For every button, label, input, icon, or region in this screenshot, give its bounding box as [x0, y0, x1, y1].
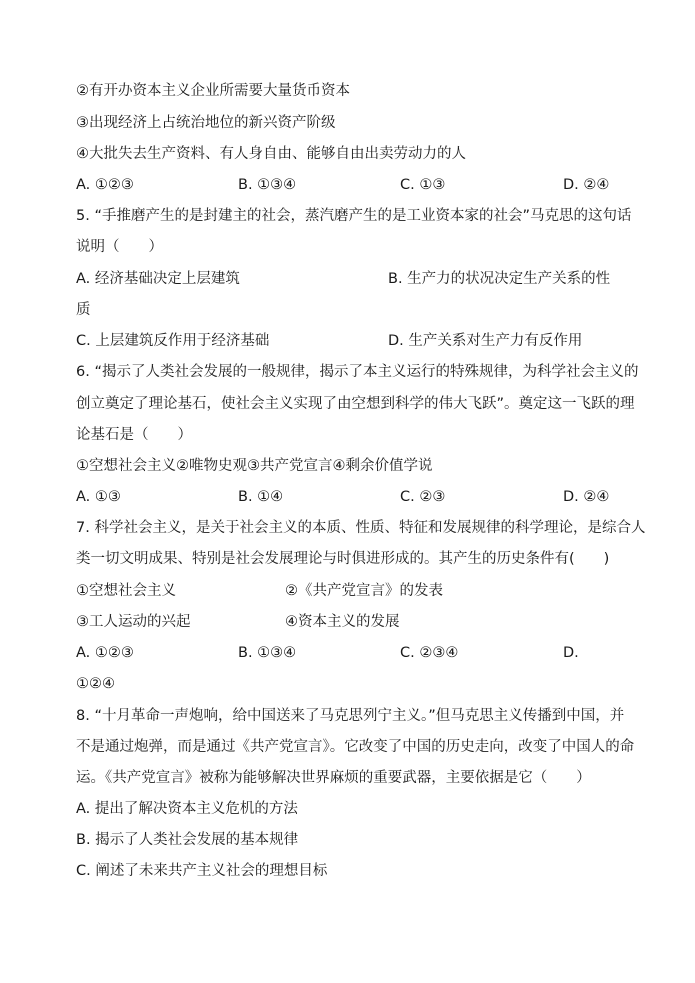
- q5-option-b-wrap: 质: [76, 302, 91, 318]
- q7-statement-1: ①空想社会主义: [76, 583, 176, 599]
- q6-option-d: D. ②④: [563, 489, 610, 505]
- q4-statement-4: ④大批失去生产资料、有人身自由、能够自由出卖劳动力的人: [76, 146, 466, 162]
- q8-stem-line-1: 8. “十月革命一声炮响，给中国送来了马克思列宁主义。”但马克思主义传播到中国，并: [76, 708, 625, 724]
- q6-option-a: A. ①③: [76, 489, 121, 505]
- q6-option-c: C. ②③: [400, 489, 446, 505]
- q4-option-d: D. ②④: [563, 177, 610, 193]
- q5-stem-line-2: 说明（ ）: [76, 239, 163, 255]
- q4-statement-2: ②有开办资本主义企业所需要大量货币资本: [76, 83, 350, 99]
- q6-option-b: B. ①④: [238, 489, 284, 505]
- q7-stem-line-1: 7. 科学社会主义，是关于社会主义的本质、性质、特征和发展规律的科学理论，是综合人: [76, 520, 646, 536]
- q4-option-b: B. ①③④: [238, 177, 297, 193]
- q7-option-a: A. ①②③: [76, 645, 134, 661]
- q5-stem-line-1: 5. “手推磨产生的是封建主的社会，蒸汽磨产生的是工业资本家的社会”马克思的这句话: [76, 208, 632, 224]
- q7-option-d: D.: [563, 645, 579, 661]
- q7-statement-4: ④资本主义的发展: [285, 614, 400, 630]
- q5-option-d: D. 生产关系对生产力有反作用: [388, 333, 583, 349]
- q4-option-c: C. ①③: [400, 177, 446, 193]
- q7-option-d-wrap: ①②④: [76, 676, 115, 692]
- q8-stem-line-3: 运。《共产党宣言》被称为能够解决世界麻烦的重要武器，主要依据是它（ ）: [76, 770, 591, 786]
- q8-option-c: C. 阐述了未来共产主义社会的理想目标: [76, 863, 328, 879]
- q5-option-b: B. 生产力的状况决定生产关系的性: [388, 271, 611, 287]
- q8-option-a: A. 提出了解决资本主义危机的方法: [76, 801, 298, 817]
- q7-statement-2: ②《共产党宣言》的发表: [285, 583, 443, 599]
- q5-option-a: A. 经济基础决定上层建筑: [76, 271, 240, 287]
- q6-stem-line-3: 论基石是（ ）: [76, 427, 192, 443]
- q6-statements: ①空想社会主义②唯物史观③共产党宣言④剩余价值学说: [76, 458, 433, 474]
- q5-option-c: C. 上层建筑反作用于经济基础: [76, 333, 270, 349]
- q7-statement-3: ③工人运动的兴起: [76, 614, 191, 630]
- q6-stem-line-2: 创立奠定了理论基石，使社会主义实现了由空想到科学的伟大飞跃”。奠定这一飞跃的理: [76, 396, 635, 412]
- q4-statement-3: ③出现经济上占统治地位的新兴资产阶级: [76, 115, 336, 131]
- q7-option-b: B. ①③④: [238, 645, 297, 661]
- q7-stem-line-2: 类一切文明成果、特别是社会发展理论与时俱进形成的。其产生的历史条件有( ): [76, 551, 610, 567]
- q8-option-b: B. 揭示了人类社会发展的基本规律: [76, 832, 299, 848]
- q7-option-c: C. ②③④: [400, 645, 459, 661]
- q6-stem-line-1: 6. “揭示了人类社会发展的一般规律，揭示了本主义运行的特殊规律，为科学社会主义的: [76, 364, 639, 380]
- q4-option-a: A. ①②③: [76, 177, 134, 193]
- q8-stem-line-2: 不是通过炮弹，而是通过《共产党宣言》。它改变了中国的历史走向，改变了中国人的命: [76, 739, 635, 755]
